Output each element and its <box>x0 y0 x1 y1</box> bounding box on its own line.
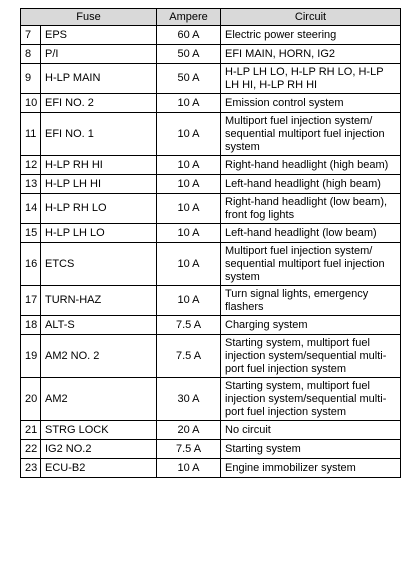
fuse-number: 21 <box>21 421 41 440</box>
fuse-circuit: Right-hand headlight (low beam), front fog lights <box>221 194 401 224</box>
fuse-number: 23 <box>21 459 41 478</box>
fuse-name: EPS <box>41 26 157 45</box>
fuse-circuit: Multiport fuel injection system/ sequential multiport fuel injection system <box>221 113 401 156</box>
fuse-number: 16 <box>21 243 41 286</box>
fuse-ampere: 10 A <box>157 194 221 224</box>
fuse-name: AM2 NO. 2 <box>41 335 157 378</box>
fuse-number: 19 <box>21 335 41 378</box>
table-row <box>21 421 401 440</box>
fuse-circuit: Left-hand headlight (low beam) <box>221 224 401 243</box>
table-row <box>21 26 401 45</box>
fuse-ampere: 30 A <box>157 378 221 421</box>
table-row <box>21 156 401 175</box>
fuse-number: 11 <box>21 113 41 156</box>
table-row <box>21 243 401 286</box>
fuse-ampere: 10 A <box>157 224 221 243</box>
fuse-ampere: 10 A <box>157 94 221 113</box>
fuse-name: ALT-S <box>41 316 157 335</box>
fuse-number: 9 <box>21 64 41 94</box>
table-row <box>21 45 401 64</box>
fuse-number: 8 <box>21 45 41 64</box>
table-row <box>21 94 401 113</box>
fuse-circuit: Turn signal lights, emergency flashers <box>221 286 401 316</box>
fuse-name: AM2 <box>41 378 157 421</box>
fuse-circuit: No circuit <box>221 421 401 440</box>
fuse-ampere: 10 A <box>157 175 221 194</box>
fuse-number: 17 <box>21 286 41 316</box>
table-row <box>21 175 401 194</box>
table-row <box>21 113 401 156</box>
fuse-number: 22 <box>21 440 41 459</box>
table-row <box>21 378 401 421</box>
fuse-number: 7 <box>21 26 41 45</box>
fuse-number: 13 <box>21 175 41 194</box>
fuse-circuit: Engine immobilizer system <box>221 459 401 478</box>
fuse-circuit: Multiport fuel injection system/ sequential multiport fuel injection system <box>221 243 401 286</box>
fuse-circuit: Right-hand headlight (high beam) <box>221 156 401 175</box>
fuse-ampere: 10 A <box>157 459 221 478</box>
fuse-circuit: Starting system, multiport fuel injection system/sequential multi-port fuel injection system <box>221 378 401 421</box>
fuse-circuit: Starting system <box>221 440 401 459</box>
fuse-circuit: Starting system, multiport fuel injection system/sequential multi-port fuel injection system <box>221 335 401 378</box>
header-circuit: Circuit <box>221 9 401 26</box>
fuse-circuit: Electric power steering <box>221 26 401 45</box>
fuse-ampere: 50 A <box>157 45 221 64</box>
table-row <box>21 286 401 316</box>
table-row <box>21 459 401 478</box>
fuse-name: H-LP RH HI <box>41 156 157 175</box>
fuse-ampere: 10 A <box>157 286 221 316</box>
fuse-ampere: 50 A <box>157 64 221 94</box>
table-row <box>21 335 401 378</box>
fuse-number: 20 <box>21 378 41 421</box>
fuse-circuit: H-LP LH LO, H-LP RH LO, H-LP LH HI, H-LP RH HI <box>221 64 401 94</box>
fuse-number: 12 <box>21 156 41 175</box>
fuse-circuit: Emission control system <box>221 94 401 113</box>
fuse-name: H-LP LH HI <box>41 175 157 194</box>
fuse-ampere: 10 A <box>157 156 221 175</box>
table-row <box>21 316 401 335</box>
fuse-name: TURN-HAZ <box>41 286 157 316</box>
fuse-number: 15 <box>21 224 41 243</box>
table-header-row <box>21 9 401 26</box>
fuse-ampere: 20 A <box>157 421 221 440</box>
table-row <box>21 64 401 94</box>
fuse-circuit: Left-hand headlight (high beam) <box>221 175 401 194</box>
fuse-name: ECU-B2 <box>41 459 157 478</box>
table-row <box>21 440 401 459</box>
fuse-number: 14 <box>21 194 41 224</box>
fuse-ampere: 10 A <box>157 113 221 156</box>
fuse-name: ETCS <box>41 243 157 286</box>
fuse-name: H-LP MAIN <box>41 64 157 94</box>
fuse-ampere: 7.5 A <box>157 316 221 335</box>
fuse-ampere: 7.5 A <box>157 440 221 459</box>
fuse-name: H-LP RH LO <box>41 194 157 224</box>
fuse-name: IG2 NO.2 <box>41 440 157 459</box>
fuse-circuit: EFI MAIN, HORN, IG2 <box>221 45 401 64</box>
fuse-table <box>20 8 401 478</box>
fuse-number: 10 <box>21 94 41 113</box>
fuse-name: EFI NO. 1 <box>41 113 157 156</box>
header-fuse: Fuse <box>21 9 157 26</box>
fuse-ampere: 10 A <box>157 243 221 286</box>
fuse-ampere: 7.5 A <box>157 335 221 378</box>
table-row <box>21 194 401 224</box>
fuse-name: STRG LOCK <box>41 421 157 440</box>
table-row <box>21 224 401 243</box>
header-ampere: Ampere <box>157 9 221 26</box>
fuse-name: P/I <box>41 45 157 64</box>
fuse-ampere: 60 A <box>157 26 221 45</box>
fuse-number: 18 <box>21 316 41 335</box>
fuse-circuit: Charging system <box>221 316 401 335</box>
fuse-name: H-LP LH LO <box>41 224 157 243</box>
fuse-name: EFI NO. 2 <box>41 94 157 113</box>
